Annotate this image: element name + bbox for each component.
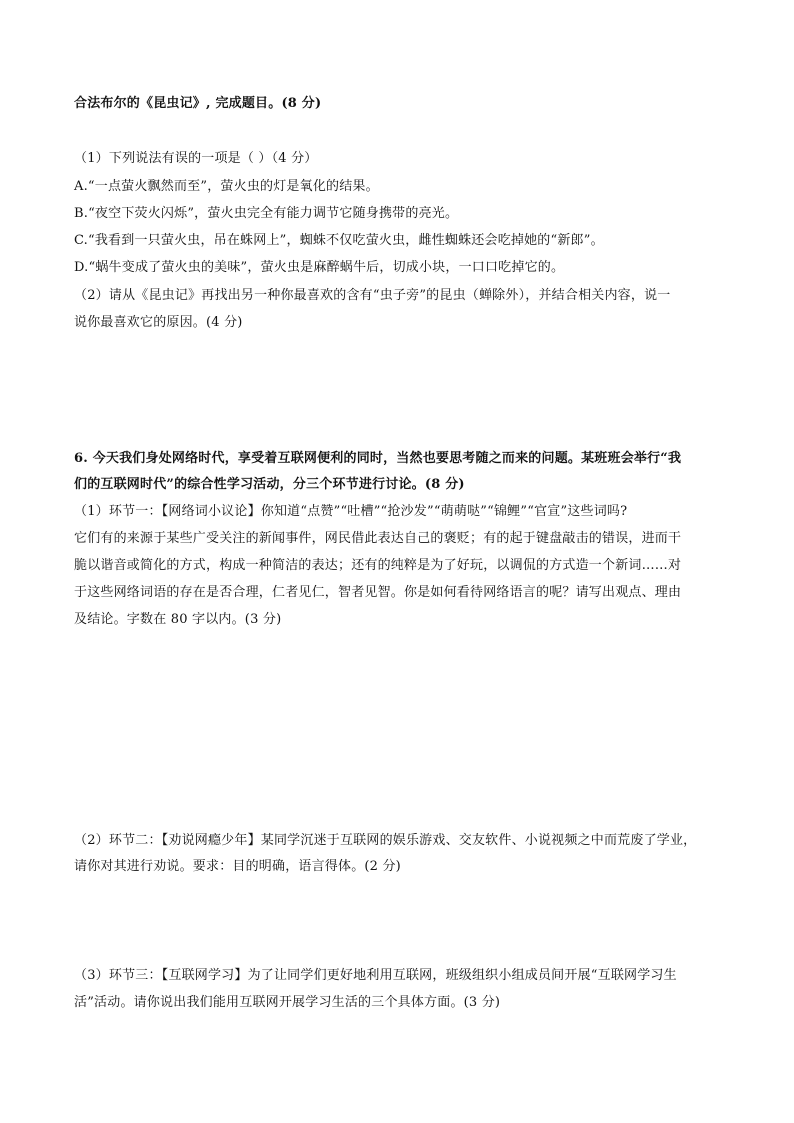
section-6-q1-line-5: 及结论。字数在 80 字以内。(3 分) <box>74 612 282 627</box>
section-6-q3-line-2: 活”活动。请你说出我们能用互联网开展学习生活的三个具体方面。(3 分) <box>74 995 501 1010</box>
section-6-heading-line-1: 6. 今天我们身处网络时代，享受着互联网便利的同时，当然也要思考随之而来的问题。某班班会举行“我 <box>74 451 682 466</box>
section-6-q3-line-1: （3）环节三：【互联网学习】为了让同学们更好地利用互联网，班级组织小组成员间开展“互联网学习生 <box>74 968 677 983</box>
section-6-heading-line-2: 们的互联网时代”的综合性学习活动，分三个环节进行讨论。(8 分) <box>74 477 465 492</box>
section-5-heading: 合法布尔的《昆虫记》, 完成题目。(8 分) <box>74 96 322 111</box>
question-2-line-2: 说你最喜欢它的原因。(4 分) <box>74 315 243 330</box>
option-c: C.“我看到一只萤火虫，吊在蛛网上”，蜘蛛不仅吃萤火虫，雌性蜘蛛还会吃掉她的“新郎”。 <box>74 233 604 248</box>
question-2-line-1: （2）请从《昆虫记》再找出另一种你最喜欢的含有“虫子旁”的昆虫（蝉除外），并结合相关内容，说一 <box>74 288 671 303</box>
question-1-stem: （1）下列说法有误的一项是（ ）（4 分） <box>74 151 318 166</box>
option-d: D.“蜗牛变成了萤火虫的美味”，萤火虫是麻醉蜗牛后，切成小块，一口口吃掉它的。 <box>74 260 565 275</box>
section-6-q1-line-2: 它们有的来源于某些广受关注的新闻事件，网民借此表达自己的褒贬；有的起于键盘敲击的错误，进而干 <box>74 531 682 546</box>
option-a: A.“一点萤火飘然而至”，萤火虫的灯是氧化的结果。 <box>74 179 379 194</box>
section-6-q1-line-4: 于这些网络词语的存在是否合理，仁者见仁，智者见智。你是如何看待网络语言的呢？请写出观点、理由 <box>74 585 682 600</box>
option-b: B.“夜空下荧火闪烁”，萤火虫完全有能力调节它随身携带的亮光。 <box>74 206 459 221</box>
section-6-q1-line-1: （1）环节一：【网络词小议论】你知道“点赞”“吐槽”“抢沙发”“萌萌哒”“锦鲤”“官宣”这些词吗? <box>74 504 628 519</box>
section-6-q2-line-2: 请你对其进行劝说。要求：目的明确，语言得体。(2 分) <box>74 859 401 874</box>
section-6-q1-line-3: 脆以谐音或简化的方式，构成一种简洁的表达；还有的纯粹是为了好玩，以调侃的方式造一个新词……对 <box>74 558 682 573</box>
section-6-q2-line-1: （2）环节二：【劝说网瘾少年】某同学沉迷于互联网的娱乐游戏、交友软件、小说视频之中而荒废了学业， <box>74 833 697 848</box>
